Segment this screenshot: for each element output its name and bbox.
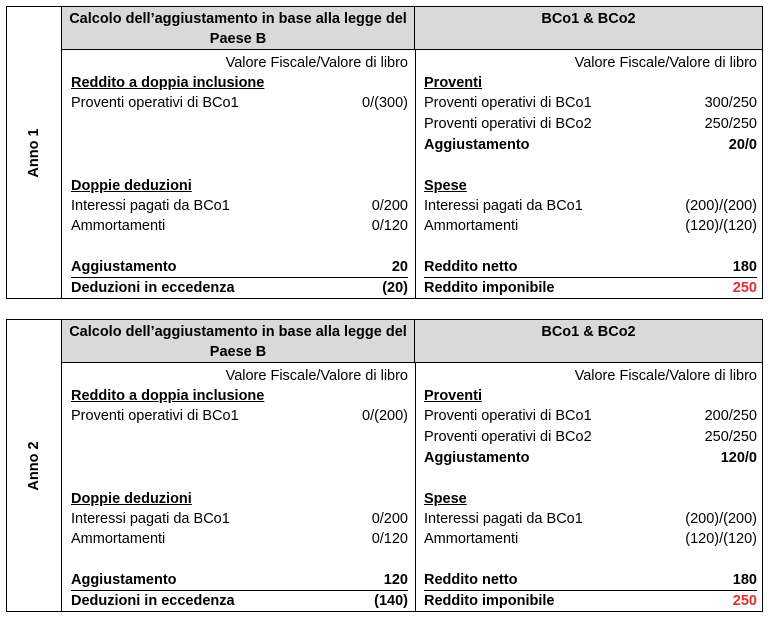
right-subheader-row xyxy=(424,366,757,386)
row-label: Proventi operativi di BCo2 xyxy=(424,116,592,132)
right-subheader: Valore Fiscale/Valore di libro xyxy=(574,368,757,384)
net-income-value: 180 xyxy=(732,572,757,588)
row-label: Interessi pagati da BCo1 xyxy=(424,198,583,214)
row-value: 200/250 xyxy=(704,408,757,424)
taxable-income-label: Reddito imponibile xyxy=(424,593,555,609)
column-divider xyxy=(415,50,416,298)
row-label: Proventi operativi di BCo1 xyxy=(424,95,592,111)
double-inclusion-title-row xyxy=(71,73,408,93)
taxable-income-label: Reddito imponibile xyxy=(424,280,555,296)
adjustment-label: Aggiustamento xyxy=(424,450,530,466)
excess-deductions-row xyxy=(71,278,408,298)
left-subheader: Valore Fiscale/Valore di libro xyxy=(225,55,408,71)
table-row xyxy=(71,509,408,529)
net-income-label: Reddito netto xyxy=(424,259,518,275)
adjustment-label: Aggiustamento xyxy=(71,572,177,588)
table-row xyxy=(424,509,757,529)
row-label: Proventi operativi di BCo1 xyxy=(71,408,239,424)
left-subheader-row xyxy=(71,53,408,73)
adjustment-row xyxy=(71,257,408,278)
income-title: Proventi xyxy=(424,388,483,404)
taxable-income-row xyxy=(424,278,757,298)
double-inclusion-title: Reddito a doppia inclusione xyxy=(71,388,265,404)
table-row xyxy=(424,114,757,134)
adjustment-label: Aggiustamento xyxy=(424,137,530,153)
row-value: 0/(300) xyxy=(362,95,408,111)
double-inclusion-title-row xyxy=(71,386,408,406)
year-label: Anno 2 xyxy=(26,440,42,491)
row-value: 0/200 xyxy=(371,511,408,527)
row-value: 0/120 xyxy=(371,531,408,547)
adjustment-value: 120 xyxy=(383,572,408,588)
row-label: Ammortamenti xyxy=(424,531,519,547)
expenses-title-row xyxy=(424,489,757,509)
right-header: BCo1 & BCo2 xyxy=(415,320,762,363)
adjustment-row xyxy=(71,570,408,591)
left-header: Calcolo dell’aggiustamento in base alla legge del Paese B xyxy=(62,320,415,363)
excess-deductions-value: (140) xyxy=(374,593,408,609)
adjustment-table-year-1 xyxy=(6,6,763,299)
row-value: 250/250 xyxy=(704,116,757,132)
double-deductions-title-row xyxy=(71,489,408,509)
table-row xyxy=(424,529,757,549)
table-row xyxy=(71,406,408,426)
table-row xyxy=(424,196,757,216)
excess-deductions-value: (20) xyxy=(382,280,408,296)
row-value: (200)/(200) xyxy=(685,511,757,527)
table-row xyxy=(424,427,757,447)
taxable-income-value: 250 xyxy=(732,280,757,296)
row-value: (120)/(120) xyxy=(685,531,757,547)
left-header: Calcolo dell’aggiustamento in base alla legge del Paese B xyxy=(62,7,415,50)
double-deductions-title: Doppie deduzioni xyxy=(71,178,192,194)
row-label: Interessi pagati da BCo1 xyxy=(71,511,230,527)
table-row xyxy=(71,196,408,216)
expenses-title: Spese xyxy=(424,491,467,507)
row-label: Ammortamenti xyxy=(424,218,519,234)
double-deductions-title-row xyxy=(71,176,408,196)
right-header: BCo1 & BCo2 xyxy=(415,7,762,50)
expenses-title: Spese xyxy=(424,178,467,194)
adjustment-label: Aggiustamento xyxy=(71,259,177,275)
excess-deductions-label: Deduzioni in eccedenza xyxy=(71,593,235,609)
table-row xyxy=(424,93,757,113)
excess-deductions-row xyxy=(71,591,408,611)
adjustment-table-year-2 xyxy=(6,319,763,612)
table-row xyxy=(424,216,757,236)
table-row xyxy=(71,216,408,236)
double-inclusion-title: Reddito a doppia inclusione xyxy=(71,75,265,91)
year-label: Anno 1 xyxy=(26,127,42,178)
row-label: Ammortamenti xyxy=(71,218,166,234)
row-value: 0/(200) xyxy=(362,408,408,424)
income-title-row xyxy=(424,386,757,406)
right-subheader-row xyxy=(424,53,757,73)
adjustment-row xyxy=(424,448,757,468)
net-income-row xyxy=(424,570,757,591)
taxable-income-value: 250 xyxy=(732,593,757,609)
row-value: 0/120 xyxy=(371,218,408,234)
table-row xyxy=(424,406,757,426)
row-label: Proventi operativi di BCo1 xyxy=(71,95,239,111)
row-label: Proventi operativi di BCo2 xyxy=(424,429,592,445)
excess-deductions-label: Deduzioni in eccedenza xyxy=(71,280,235,296)
expenses-title-row xyxy=(424,176,757,196)
left-subheader: Valore Fiscale/Valore di libro xyxy=(225,368,408,384)
row-value: 250/250 xyxy=(704,429,757,445)
net-income-row xyxy=(424,257,757,278)
row-label: Ammortamenti xyxy=(71,531,166,547)
row-label: Interessi pagati da BCo1 xyxy=(424,511,583,527)
income-title: Proventi xyxy=(424,75,483,91)
row-value: 0/200 xyxy=(371,198,408,214)
column-divider xyxy=(415,363,416,611)
row-value: (120)/(120) xyxy=(685,218,757,234)
year-column xyxy=(7,320,62,611)
income-title-row xyxy=(424,73,757,93)
table-row xyxy=(71,529,408,549)
adjustment-value: 20/0 xyxy=(728,137,757,153)
table-row xyxy=(71,93,408,113)
year-column xyxy=(7,7,62,298)
right-subheader: Valore Fiscale/Valore di libro xyxy=(574,55,757,71)
net-income-value: 180 xyxy=(732,259,757,275)
double-deductions-title: Doppie deduzioni xyxy=(71,491,192,507)
row-label: Proventi operativi di BCo1 xyxy=(424,408,592,424)
row-label: Interessi pagati da BCo1 xyxy=(71,198,230,214)
row-value: (200)/(200) xyxy=(685,198,757,214)
row-value: 300/250 xyxy=(704,95,757,111)
left-subheader-row xyxy=(71,366,408,386)
adjustment-row xyxy=(424,135,757,155)
adjustment-value: 120/0 xyxy=(720,450,757,466)
adjustment-value: 20 xyxy=(391,259,408,275)
taxable-income-row xyxy=(424,591,757,611)
net-income-label: Reddito netto xyxy=(424,572,518,588)
